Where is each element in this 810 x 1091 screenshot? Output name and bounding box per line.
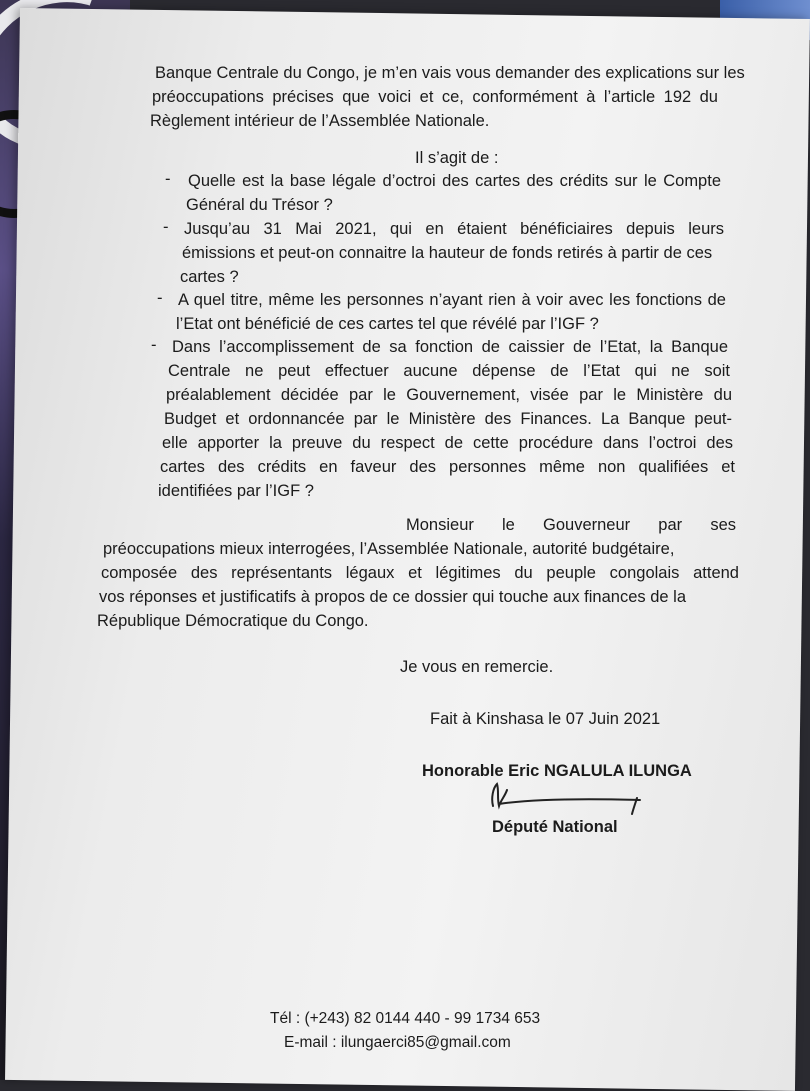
footer-email: E-mail : ilungaerci85@gmail.com [284,1034,511,1051]
intro-line-3: Règlement intérieur de l’Assemblée Nationale. [150,112,490,130]
bullet-dash-3: - [157,289,163,307]
intro-line-1: Banque Centrale du Congo, je m’en vais vous demander des explications sur les [155,64,745,82]
closing-line-4: vos réponses et justificatifs à propos de ce dossier qui touche aux finances de la [99,588,687,606]
question-4-line-6: cartes des crédits en faveur des personnes même non qualifiées et [160,458,735,476]
question-4-line-7: identifiées par l’IGF ? [158,482,314,500]
intro-line-2: préoccupations précises que voici et ce, conformément à l’article 192 du [152,88,718,106]
bullet-dash-2: - [163,218,169,236]
thanks-text: Je vous en remercie. [400,658,554,676]
question-4-line-1: Dans l’accomplissement de sa fonction de caissier de l’Etat, la Banque [172,338,728,356]
closing-line-1: Monsieur le Gouverneur par ses [406,516,736,534]
question-4-line-4: Budget et ordonnancée par le Ministère des Finances. La Banque peut- [164,410,732,428]
question-2-line-3: cartes ? [180,268,239,286]
signatory-title: Député National [492,818,618,836]
place-date: Fait à Kinshasa le 07 Juin 2021 [430,710,661,728]
handwritten-signature [485,776,645,816]
question-1-line-2: Général du Trésor ? [186,196,333,214]
bullet-dash-4: - [151,336,157,354]
closing-line-5: République Démocratique du Congo. [97,612,369,630]
footer-phone: Tél : (+243) 82 0144 440 - 99 1734 653 [270,1010,541,1027]
question-2-line-2: émissions et peut-on connaitre la hauteur de fonds retirés à partir de ces [182,244,713,262]
lead-text: Il s’agit de : [415,149,499,167]
question-4-line-3: préalablement décidée par le Gouvernement, visée par le Ministère du [166,386,732,404]
question-1-line-1: Quelle est la base légale d’octroi des cartes des crédits sur le Compte [188,172,721,190]
closing-line-2: préoccupations mieux interrogées, l’Assemblée Nationale, autorité budgétaire, [103,540,675,558]
question-3-line-1: A quel titre, même les personnes n’ayant rien à voir avec les fonctions de [178,291,726,309]
signatory-name: Honorable Eric NGALULA ILUNGA [422,762,692,780]
question-4-line-5: elle apporter la preuve du respect de cette procédure dans l’octroi des [162,434,733,452]
question-2-line-1: Jusqu’au 31 Mai 2021, qui en étaient bénéficiaires depuis leurs [184,220,724,238]
bullet-dash-1: - [165,170,171,188]
question-3-line-2: l’Etat ont bénéficié de ces cartes tel que révélé par l’IGF ? [176,315,599,333]
closing-line-3: composée des représentants légaux et légitimes du peuple congolais attend [101,564,739,582]
question-4-line-2: Centrale ne peut effectuer aucune dépense de l’Etat qui ne soit [168,362,730,380]
